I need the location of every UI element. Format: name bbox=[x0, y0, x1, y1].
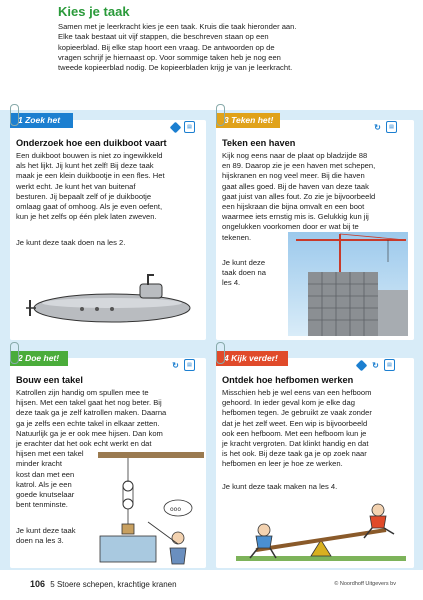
text-line: kost dan met een bbox=[16, 469, 75, 479]
task-when-2 bbox=[16, 526, 96, 546]
page-footer bbox=[30, 579, 177, 589]
text-line: Misschien heb je wel eens van een hefboom bbox=[222, 388, 372, 397]
text-line: Kijk nog eens naar de plaat op bladzijde 88 bbox=[222, 151, 368, 160]
text-line: werkt echt. Je kunt het van buitenaf bbox=[16, 181, 136, 191]
task-when-4: Je kunt deze taak maken na les 4. bbox=[222, 482, 338, 491]
task-text-1 bbox=[16, 151, 202, 222]
text-line: hijsen met een takel bbox=[16, 449, 84, 459]
document-icon: ▤ bbox=[384, 359, 395, 371]
text-line: omlaag gaat of omhoog. Als je even oefent, bbox=[16, 202, 163, 212]
refresh-icon: ↻ bbox=[172, 360, 179, 370]
diamond-icon bbox=[356, 359, 368, 371]
text-line: taak doen na bbox=[222, 268, 266, 278]
task-when-3 bbox=[222, 258, 282, 289]
text-line: een hijskraan die bijna omvalt en een boot bbox=[222, 202, 365, 212]
intro-line: Elke taak bestaat uit vijf stappen, die beschreven staan op een bbox=[58, 32, 269, 42]
diamond-icon bbox=[170, 121, 182, 133]
document-icon: ▤ bbox=[386, 121, 397, 133]
intro-line: Samen met je leerkracht kies je een taak. Kruis die taak hieronder aan. bbox=[58, 22, 297, 31]
task-tag-4: 4 Kijk verder! bbox=[216, 351, 288, 366]
text-line: Je kunt deze taak bbox=[16, 526, 76, 535]
chapter-title: 5 Stoere schepen, krachtige kranen bbox=[50, 580, 177, 589]
text-line: gaat alles goed. Bij de haven van deze taak bbox=[222, 181, 369, 191]
task-when-1: Je kunt deze taak doen na les 2. bbox=[16, 238, 126, 247]
refresh-icon: ↻ bbox=[372, 360, 379, 370]
construction-crane-photo bbox=[288, 232, 408, 336]
text-line: je erachter dat het ook echt werkt en dat bbox=[16, 439, 152, 449]
task-title-2: Bouw een takel bbox=[16, 375, 83, 385]
paperclip-icon bbox=[216, 104, 225, 126]
task-title-1: Onderzoek hoe een duikboot vaart bbox=[16, 138, 167, 148]
text-line: Een duikboot bouwen is niet zo ingewikkeld bbox=[16, 151, 163, 160]
task-title-3: Teken een haven bbox=[222, 138, 296, 148]
text-line: ga je zelfs een echte takel in elkaar zetten. bbox=[16, 418, 160, 428]
intro-text bbox=[58, 22, 388, 73]
svg-text:ooo: ooo bbox=[170, 506, 182, 513]
text-line: besturen. Jij bepaalt zelf of je duikbootje bbox=[16, 191, 152, 201]
text-line: Katrollen zijn handig om spullen mee te bbox=[16, 388, 149, 397]
page-title: Kies je taak bbox=[58, 4, 130, 19]
text-line: Natuurlijk ga je er ook mee hijsen. Dan kom bbox=[16, 428, 163, 438]
text-line: hijskranen en nog veel meer. Bij die haven bbox=[222, 171, 365, 181]
refresh-icon: ↻ bbox=[374, 122, 381, 132]
task-icons-4 bbox=[356, 359, 395, 371]
task-icons-1 bbox=[170, 121, 195, 133]
page-number: 106 bbox=[30, 579, 46, 589]
text-line: hefbomen tegen. Je gebruikt ze vaak zonder bbox=[222, 408, 372, 418]
text-line: je kracht vergroten. Dat klinkt handig en dat bbox=[222, 439, 369, 449]
text-line: hijsen. Met een takel gaat het nog beter. Bij bbox=[16, 398, 162, 408]
seesaw-illustration bbox=[236, 500, 406, 564]
copyright: © Noordhoff Uitgevers bv bbox=[334, 581, 396, 587]
page-icon: ▤ bbox=[184, 121, 195, 133]
text-line: en 89. Daarop zie je een haven met schepen, bbox=[222, 161, 376, 171]
task-title-4: Ontdek hoe hefbomen werken bbox=[222, 375, 354, 385]
task-tag-2: 2 Doe het! bbox=[10, 351, 68, 366]
text-line: Je kunt deze bbox=[222, 258, 266, 267]
text-line: doen na les 3. bbox=[16, 536, 64, 546]
text-line: waarmee iets ernstig mis is. Gelukkig kun jij bbox=[222, 212, 369, 222]
paperclip-icon bbox=[10, 342, 19, 364]
text-line: gaat juist van alles fout. Zo zie je bijvoorbeeld bbox=[222, 191, 376, 201]
text-line: bent tenminste. bbox=[16, 500, 68, 510]
task-text-3 bbox=[222, 151, 410, 243]
intro-line: tweede kopieerblad nodig. De kopieerbladen krijg je van je leerkracht. bbox=[58, 63, 293, 73]
text-line: minder kracht bbox=[16, 459, 63, 469]
text-line: gehoord. In ieder geval kom je elke dag bbox=[222, 398, 355, 408]
submarine-illustration bbox=[22, 270, 198, 330]
text-line: als het lijkt. Jij kunt het zelf! Bij deze taak bbox=[16, 161, 154, 171]
paperclip-icon bbox=[10, 104, 19, 126]
task-text-4 bbox=[222, 388, 410, 470]
text-line: is het ook. Bij deze taak ga je op zoek naar bbox=[222, 449, 367, 459]
text-line: maak je een klein duikbootje in een fles. Het bbox=[16, 171, 165, 181]
text-line: deze taak ga je zelf katrollen maken. Daarna bbox=[16, 408, 167, 418]
text-line: hefbomen en leer je hoe ze werken. bbox=[222, 459, 343, 469]
text-line: les 4. bbox=[222, 278, 241, 288]
text-line: goede knutselaar bbox=[16, 490, 75, 500]
text-line: kun je het zelfs op één plek laten zweven. bbox=[16, 212, 157, 222]
task-tag-1: 1 Zoek het uit! bbox=[10, 113, 73, 128]
pulley-illustration bbox=[98, 452, 204, 566]
task-icons-3 bbox=[372, 121, 397, 133]
task-icons-2 bbox=[170, 359, 195, 371]
text-line: ook een hefboom. Met een hefboom kun je bbox=[222, 428, 367, 438]
paperclip-icon bbox=[216, 342, 225, 364]
text-line: tekenen. bbox=[222, 232, 252, 242]
intro-line: vragen schrijf je hiernaast op. Voor sommige taken heb je nog een bbox=[58, 52, 281, 62]
document-icon: ▤ bbox=[184, 359, 195, 371]
text-line: ongelukken voorkomen door er wat bij te bbox=[222, 222, 359, 232]
intro-line: kopieerblad. Bij elke stap hoort een vraag. De antwoorden op de bbox=[58, 42, 275, 52]
text-line: katrol. Als je een bbox=[16, 479, 72, 489]
task-tag-3: 3 Teken het! bbox=[216, 113, 280, 128]
text-line: dat je het zelf weet. Een wip is bijvoorbeeld bbox=[222, 418, 368, 428]
